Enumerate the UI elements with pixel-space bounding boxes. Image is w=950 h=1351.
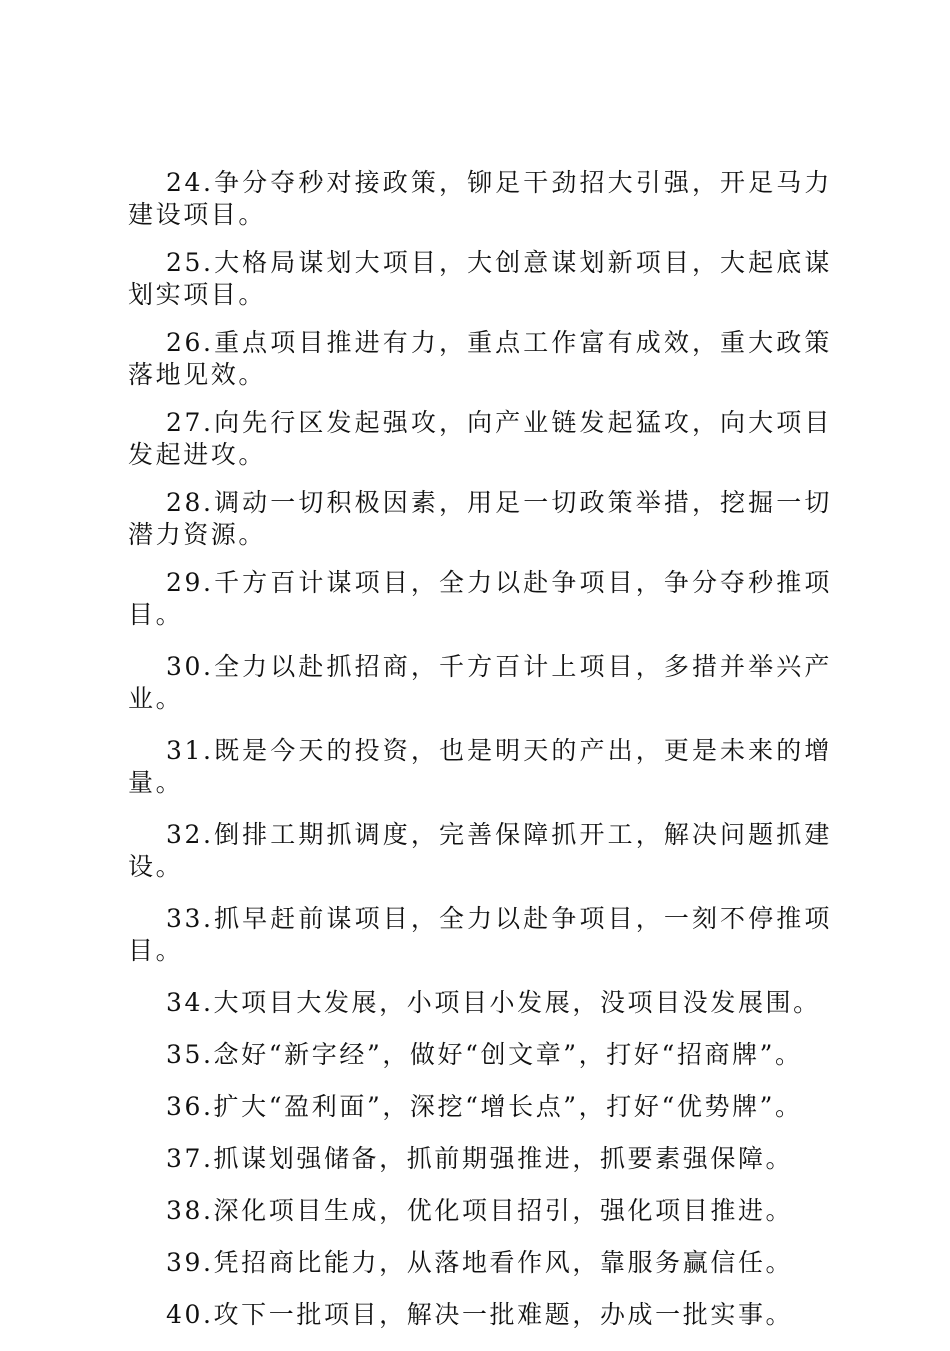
list-item: 29.千方百计谋项目，全力以赴争项目，争分夺秒推项目。 (128, 568, 832, 629)
list-item: 36.扩大“盈利面”，深挖“增长点”，打好“优势牌”。 (166, 1092, 803, 1121)
list-item: 31.既是今天的投资，也是明天的产出，更是未来的增量。 (128, 736, 832, 797)
list-item: 26.重点项目推进有力，重点工作富有成效，重大政策落地见效。 (128, 328, 832, 389)
list-item: 24.争分夺秒对接政策，铆足干劲招大引强，开足马力建设项目。 (128, 168, 832, 229)
list-item: 34.大项目大发展，小项目小发展，没项目没发展围。 (166, 988, 821, 1017)
list-item: 27.向先行区发起强攻，向产业链发起猛攻，向大项目发起进攻。 (128, 408, 832, 469)
list-item: 32.倒排工期抓调度，完善保障抓开工，解决问题抓建设。 (128, 820, 832, 881)
document-body (128, 167, 832, 1351)
list-item: 28.调动一切积极因素，用足一切政策举措，挖掘一切潜力资源。 (128, 488, 832, 549)
list-item: 40.攻下一批项目，解决一批难题，办成一批实事。 (166, 1300, 794, 1329)
list-item: 25.大格局谋划大项目，大创意谋划新项目，大起底谋划实项目。 (128, 248, 832, 309)
list-item: 35.念好“新字经”，做好“创文章”，打好“招商牌”。 (166, 1040, 803, 1069)
list-item: 37.抓谋划强储备，抓前期强推进，抓要素强保障。 (166, 1144, 794, 1173)
list-item: 38.深化项目生成，优化项目招引，强化项目推进。 (166, 1196, 794, 1225)
list-item: 39.凭招商比能力，从落地看作风，靠服务赢信任。 (166, 1248, 794, 1277)
list-item: 33.抓早赶前谋项目，全力以赴争项目，一刻不停推项目。 (128, 904, 832, 965)
list-item: 30.全力以赴抓招商，千方百计上项目，多措并举兴产业。 (128, 652, 832, 713)
